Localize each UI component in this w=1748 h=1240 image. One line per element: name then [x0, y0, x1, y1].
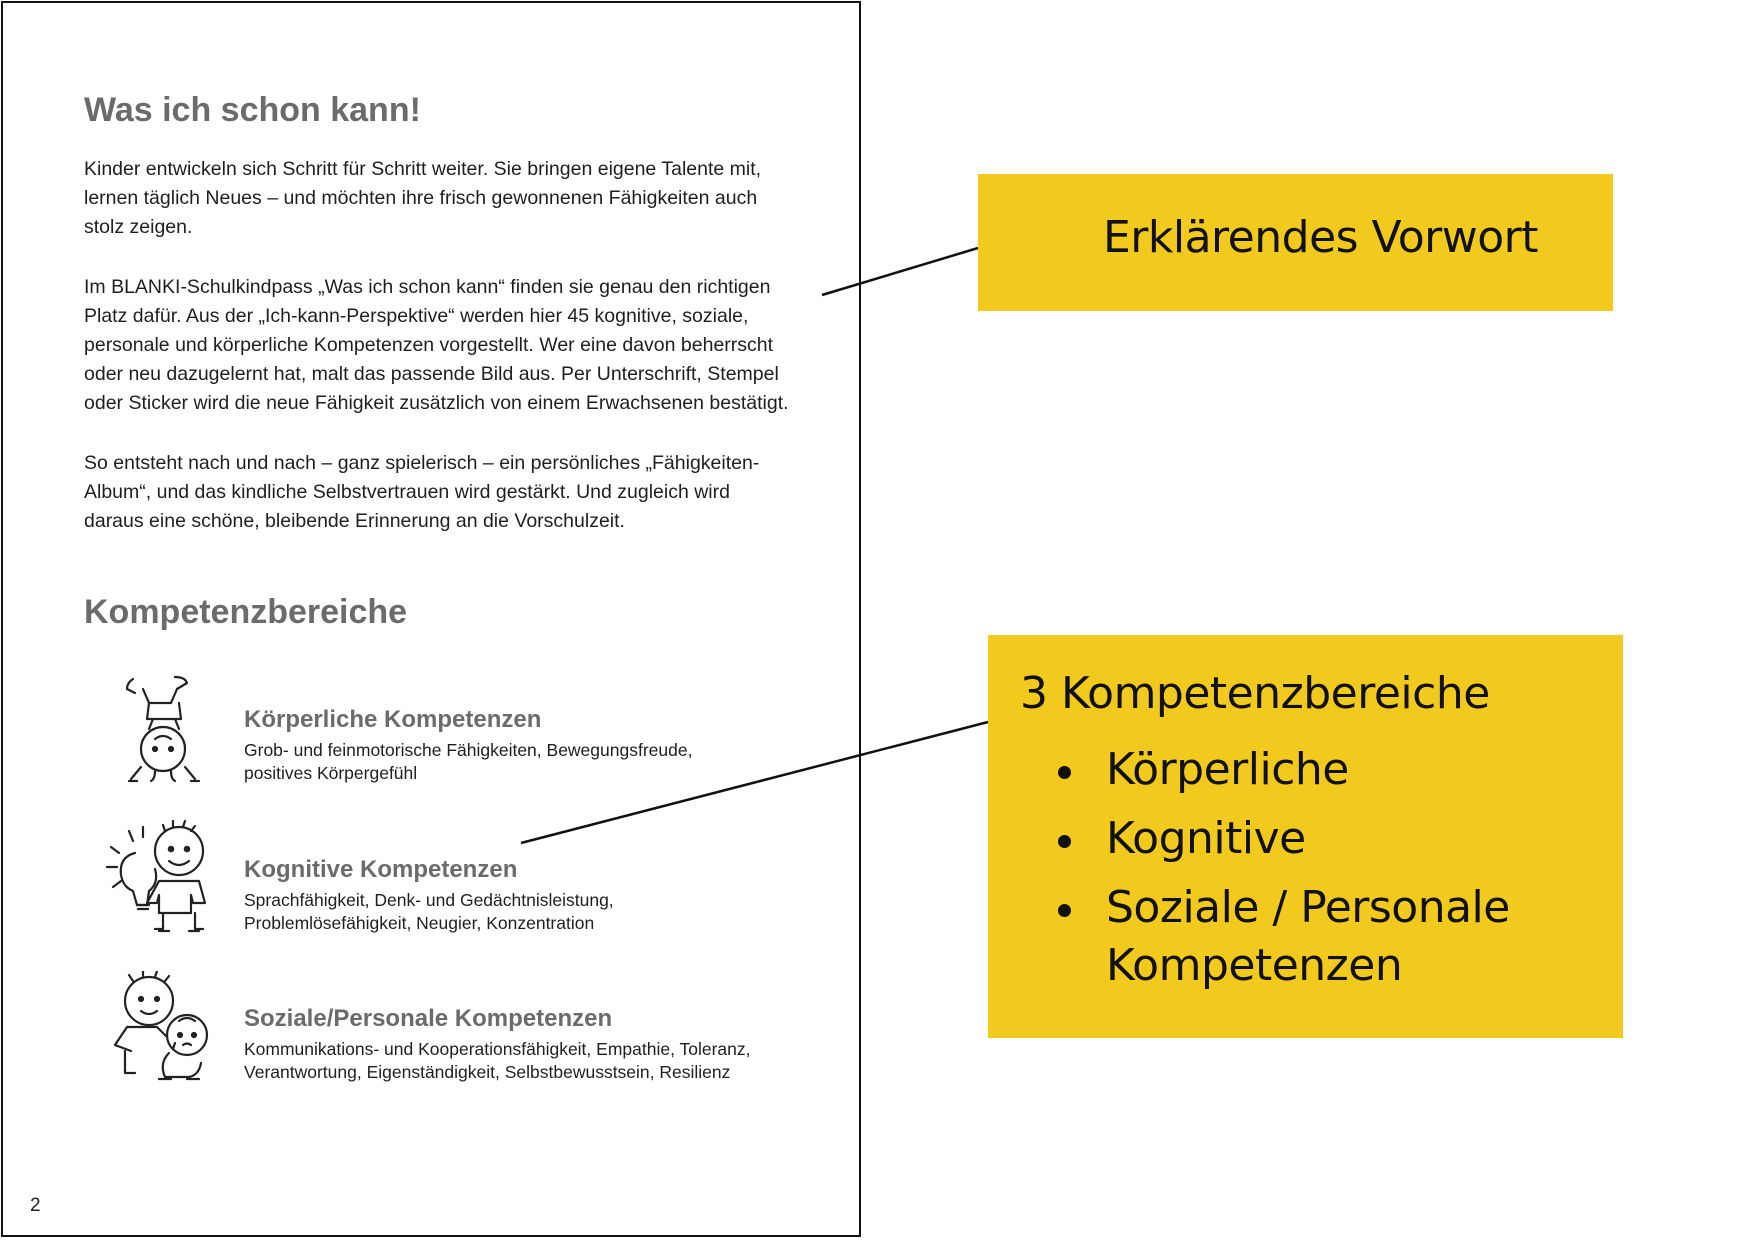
list-item: Soziale / Personale: [1058, 873, 1510, 942]
section-heading: Kompetenzbereiche: [84, 593, 408, 631]
competence-description: Grob- und feinmotorische Fähigkeiten, Bewegungsfreude, positives Körpergefühl: [244, 740, 693, 783]
competence-title: Kognitive Kompetenzen: [244, 856, 518, 883]
connector-line-kompetenz: [521, 722, 988, 843]
bullet-icon: [1058, 904, 1071, 917]
competence-title: Körperliche Kompetenzen: [244, 706, 542, 733]
callout-kompetenz-list: [1058, 735, 1510, 942]
list-item: Kognitive: [1058, 804, 1510, 873]
callout-kompetenzbereiche: [988, 635, 1623, 1038]
competence-title: Soziale/Personale Kompetenzen: [244, 1005, 613, 1032]
connector-line-vorwort: [822, 248, 978, 295]
bullet-icon: [1058, 766, 1071, 779]
explanation-paragraph: Im BLANKI-Schulkindpass „Was ich schon kann“ finden sie genau den richtigen Platz dafür. Aus der „Ich-kann-Perspektive“ werden hier 45 kognitive, soziale, personale und körperliche Kompetenzen vorgestellt. Wer eine davon beherrscht oder neu dazugelernt hat, malt das passende Bild aus. Per Unterschrift, Stempel oder Sticker wird die neue Fähigkeit zusätzlich von einem Erwachsenen bestätigt.: [84, 276, 789, 414]
page-number: 2: [30, 1195, 41, 1216]
intro-paragraph: Kinder entwickeln sich Schritt für Schritt weiter. Sie bringen eigene Talente mit, lernen täglich Neues – und möchten ihre frisch gewonnenen Fähigkeiten auch stolz zeigen.: [84, 158, 762, 238]
competence-description: Kommunikations- und Kooperationsfähigkeit, Empathie, Toleranz, Verantwortung, Eigenständigkeit, Selbstbewusstsein, Resilienz: [244, 1039, 751, 1082]
callout-kompetenz-continuation: Kompetenzen: [1106, 940, 1403, 991]
callout-vorwort: [978, 174, 1613, 311]
page-heading: Was ich schon kann!: [84, 91, 421, 129]
closing-paragraph: So entsteht nach und nach – ganz spielerisch – ein persönliches „Fähigkeiten- Album“, und das kindliche Selbstvertrauen wird gestärkt. Und zugleich wird daraus eine schöne, bleibende Erinnerung an die Vorschulzeit.: [84, 452, 760, 532]
callout-vorwort-text: Erklärendes Vorwort: [1103, 212, 1538, 263]
list-item: Körperliche: [1058, 735, 1510, 804]
callout-kompetenz-heading: 3 Kompetenzbereiche: [1020, 668, 1490, 719]
bullet-icon: [1058, 835, 1071, 848]
competence-description: Sprachfähigkeit, Denk- und Gedächtnisleistung, Problemlösefähigkeit, Neugier, Konzentration: [244, 890, 614, 933]
